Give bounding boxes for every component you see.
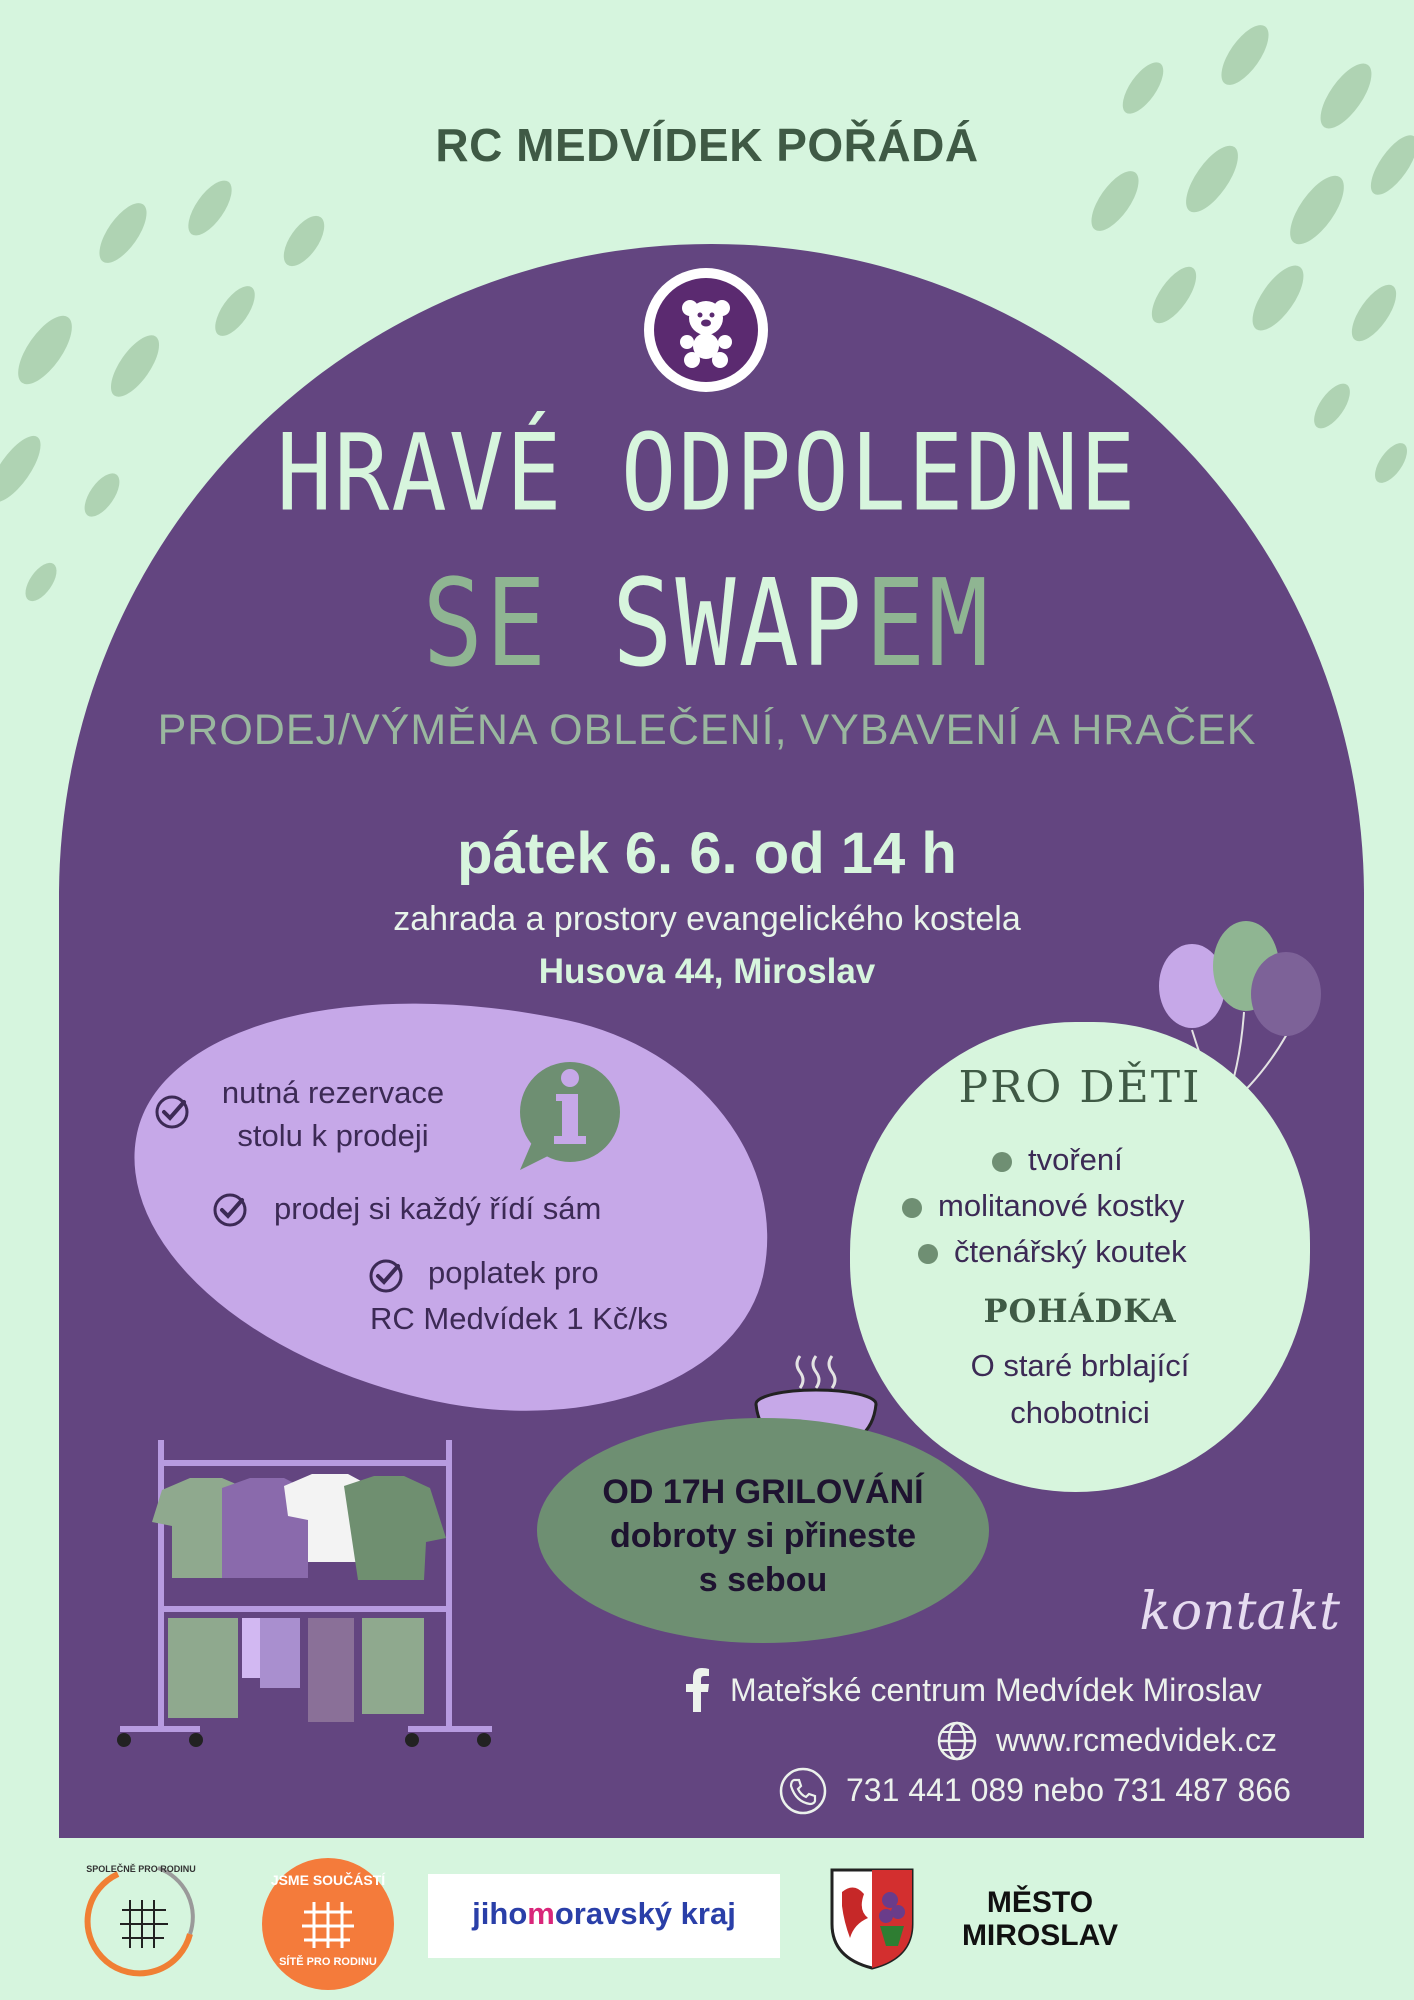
jmk-part2: m xyxy=(527,1896,555,1931)
jsme-logo-bottom-text: SÍTĚ PRO RODINU xyxy=(279,1956,377,1968)
contact-web[interactable]: www.rcmedvidek.cz xyxy=(996,1722,1277,1758)
kids-item xyxy=(902,1188,1184,1224)
event-title-line1: HRAVÉ ODPOLEDNE xyxy=(276,411,1138,536)
jihomoravsky-kraj-text xyxy=(428,1896,780,1932)
organizer-heading: RC MEDVÍDEK POŘÁDÁ xyxy=(435,119,979,171)
spolecne-logo-text: SPOLEČNĚ PRO RODINU xyxy=(86,1864,196,1874)
info-item-fee-line1: poplatek pro xyxy=(428,1255,599,1290)
jmk-part3: oravský kraj xyxy=(554,1896,736,1931)
event-address: Husova 44, Miroslav xyxy=(538,952,876,991)
bullet-icon xyxy=(902,1198,922,1218)
info-item-reservation-line2: stolu k prodeji xyxy=(237,1117,429,1153)
check-icon xyxy=(212,1192,248,1228)
event-subtitle: PRODEJ/VÝMĚNA OBLEČENÍ, VYBAVENÍ A HRAČEK xyxy=(157,706,1257,754)
info-item-fee-line2: RC Medvídek 1 Kč/ks xyxy=(370,1301,669,1336)
info-item-reservation xyxy=(198,1072,468,1158)
jsme-logo-top-text: JSME SOUČÁSTÍ xyxy=(270,1872,386,1888)
story-title: POHÁDKA xyxy=(983,1292,1177,1330)
event-title-line2 xyxy=(0,553,1414,693)
story-name xyxy=(850,1343,1310,1436)
facebook-icon[interactable] xyxy=(686,1668,710,1712)
title-part-se: SE xyxy=(422,553,613,694)
kids-item xyxy=(918,1234,1187,1270)
bullet-icon xyxy=(918,1244,938,1264)
mesto-line1: MĚSTO xyxy=(986,1886,1094,1919)
phone-icon xyxy=(778,1766,828,1816)
info-icon xyxy=(512,1056,624,1174)
story-name-line1: O staré brblající xyxy=(970,1348,1190,1383)
check-icon xyxy=(368,1258,404,1294)
kids-item-label: čtenářský koutek xyxy=(954,1234,1187,1269)
miroslav-coat-of-arms-icon xyxy=(828,1866,916,1970)
jmk-part1: jiho xyxy=(472,1896,528,1931)
grill-text xyxy=(537,1470,989,1603)
kids-item xyxy=(992,1142,1123,1178)
globe-icon xyxy=(936,1720,978,1762)
mesto-line2: MIROSLAV xyxy=(961,1919,1119,1952)
contact-title: kontakt xyxy=(1139,1582,1340,1642)
kids-item-label: tvoření xyxy=(1028,1142,1123,1177)
grill-line2: dobroty si přineste xyxy=(609,1517,917,1556)
grill-line1: OD 17H GRILOVÁNÍ xyxy=(602,1473,924,1511)
kids-item-label: molitanové kostky xyxy=(938,1188,1185,1223)
family-network-icon xyxy=(300,1898,356,1950)
mesto-miroslav-text xyxy=(930,1886,1150,1952)
clothes-rack-illustration xyxy=(112,1430,502,1760)
title-part-swap: SWAP xyxy=(612,553,866,694)
story-name-line2: chobotnici xyxy=(1010,1394,1150,1430)
teddy-bear-icon xyxy=(654,278,758,382)
kids-title: PRO DĚTI xyxy=(958,1062,1202,1113)
grill-line3: s sebou xyxy=(698,1561,828,1600)
info-item-self-managed: prodej si každý řídí sám xyxy=(274,1191,602,1226)
contact-facebook[interactable]: Mateřské centrum Medvídek Miroslav xyxy=(730,1672,1262,1708)
event-venue: zahrada a prostory evangelického kostela xyxy=(393,900,1021,938)
title-part-em: EM xyxy=(865,553,992,694)
contact-phone[interactable]: 731 441 089 nebo 731 487 866 xyxy=(846,1772,1291,1808)
check-icon xyxy=(154,1094,190,1130)
info-item-reservation-line1: nutná rezervace xyxy=(221,1075,445,1110)
event-date: pátek 6. 6. od 14 h xyxy=(457,821,957,886)
bear-logo xyxy=(644,268,768,392)
bullet-icon xyxy=(992,1152,1012,1172)
